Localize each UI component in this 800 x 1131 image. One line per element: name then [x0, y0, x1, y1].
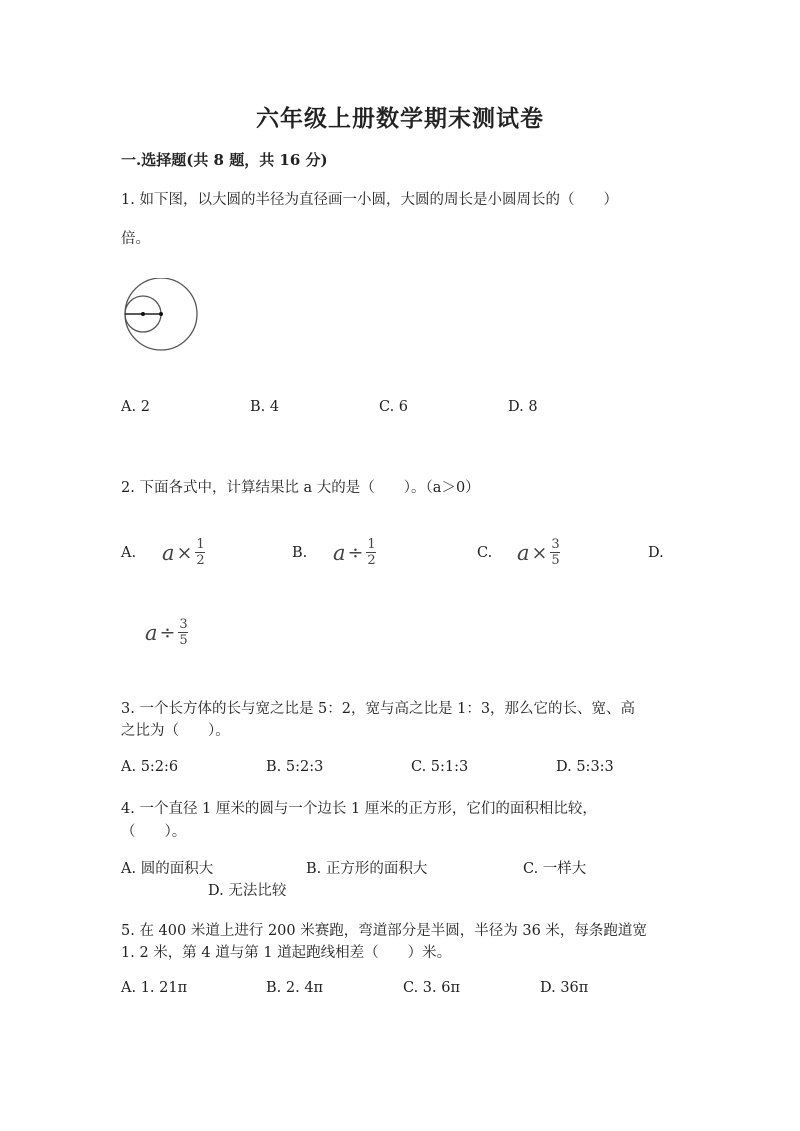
expr-var: a	[162, 540, 175, 565]
section-header: 一.选择题(共 8 题，共 16 分)	[121, 151, 328, 169]
q3-option-c[interactable]: C. 5:1:3	[411, 759, 469, 775]
q3-option-b[interactable]: B. 5:2:3	[266, 759, 324, 775]
q3-option-a[interactable]: A. 5:2:6	[121, 759, 179, 775]
question-5-stem-line2: 1. 2 米，第 4 道与第 1 道起跑线相差（ ）米。	[121, 945, 452, 961]
expr-operator: ÷	[159, 621, 176, 644]
small-center-dot	[141, 312, 145, 316]
expr-fraction	[366, 538, 376, 567]
question-2-stem: 2. 下面各式中，计算结果比 a 大的是（ ）。（a＞0）	[121, 480, 480, 496]
question-3-stem-line1: 3. 一个长方体的长与宽之比是 5：2，宽与高之比是 1：3，那么它的长、宽、高	[121, 701, 636, 717]
fraction-denominator: 5	[179, 633, 188, 648]
q4-option-c[interactable]: C. 一样大	[523, 861, 587, 877]
q1-option-c[interactable]: C. 6	[379, 399, 409, 415]
expr-var: a	[333, 540, 346, 565]
q2-option-c-expression	[517, 538, 560, 567]
question-4-stem-line1: 4. 一个直径 1 厘米的圆与一个边长 1 厘米的正方形，它们的面积相比较，	[121, 801, 597, 817]
large-center-dot	[159, 312, 163, 316]
fraction-denominator: 2	[196, 553, 205, 568]
question-1-stem-line2: 倍。	[121, 231, 150, 247]
fraction-numerator: 3	[551, 537, 560, 552]
q5-option-c[interactable]: C. 3. 6π	[403, 980, 460, 996]
page-title: 六年级上册数学期末测试卷	[256, 105, 544, 132]
expr-fraction	[550, 538, 560, 567]
q4-option-b[interactable]: B. 正方形的面积大	[306, 861, 428, 877]
q3-option-d[interactable]: D. 5:3:3	[556, 759, 614, 775]
circle-diagram	[119, 278, 203, 358]
fraction-numerator: 1	[367, 537, 376, 552]
q5-option-b[interactable]: B. 2. 4π	[266, 980, 324, 996]
q2-option-b-expression	[333, 538, 376, 567]
q4-option-d[interactable]: D. 无法比较	[208, 883, 287, 899]
expr-operator: ÷	[347, 541, 364, 564]
expr-fraction	[195, 538, 205, 567]
question-3-stem-line2: 之比为（ ）。	[121, 723, 230, 739]
q5-option-a[interactable]: A. 1. 21π	[121, 980, 188, 996]
q2-option-a-label[interactable]: A.	[121, 545, 137, 561]
fraction-denominator: 2	[367, 553, 376, 568]
q1-option-a[interactable]: A. 2	[121, 399, 150, 415]
q4-option-a[interactable]: A. 圆的面积大	[121, 861, 214, 877]
expr-operator: ×	[531, 541, 548, 564]
q1-option-d[interactable]: D. 8	[508, 399, 538, 415]
fraction-denominator: 5	[551, 553, 560, 568]
q2-option-d-label[interactable]: D.	[648, 545, 664, 561]
question-5-stem-line1: 5. 在 400 米道上进行 200 米赛跑，弯道部分是半圆，半径为 36 米，每条跑道宽	[121, 923, 647, 939]
question-4-stem-line2: （ ）。	[121, 824, 187, 840]
q2-option-a-expression	[162, 538, 205, 567]
expr-operator: ×	[176, 541, 193, 564]
q2-option-b-label[interactable]: B.	[292, 545, 308, 561]
q2-option-d-expression	[145, 618, 188, 647]
q1-option-b[interactable]: B. 4	[250, 399, 280, 415]
expr-var: a	[145, 620, 158, 645]
fraction-numerator: 3	[179, 617, 188, 632]
expr-var: a	[517, 540, 530, 565]
question-1-stem-line1: 1. 如下图，以大圆的半径为直径画一小圆，大圆的周长是小圆周长的（ ）	[121, 192, 618, 208]
expr-fraction	[178, 618, 188, 647]
q5-option-d[interactable]: D. 36π	[540, 980, 589, 996]
fraction-numerator: 1	[196, 537, 205, 552]
q2-option-c-label[interactable]: C.	[477, 545, 493, 561]
